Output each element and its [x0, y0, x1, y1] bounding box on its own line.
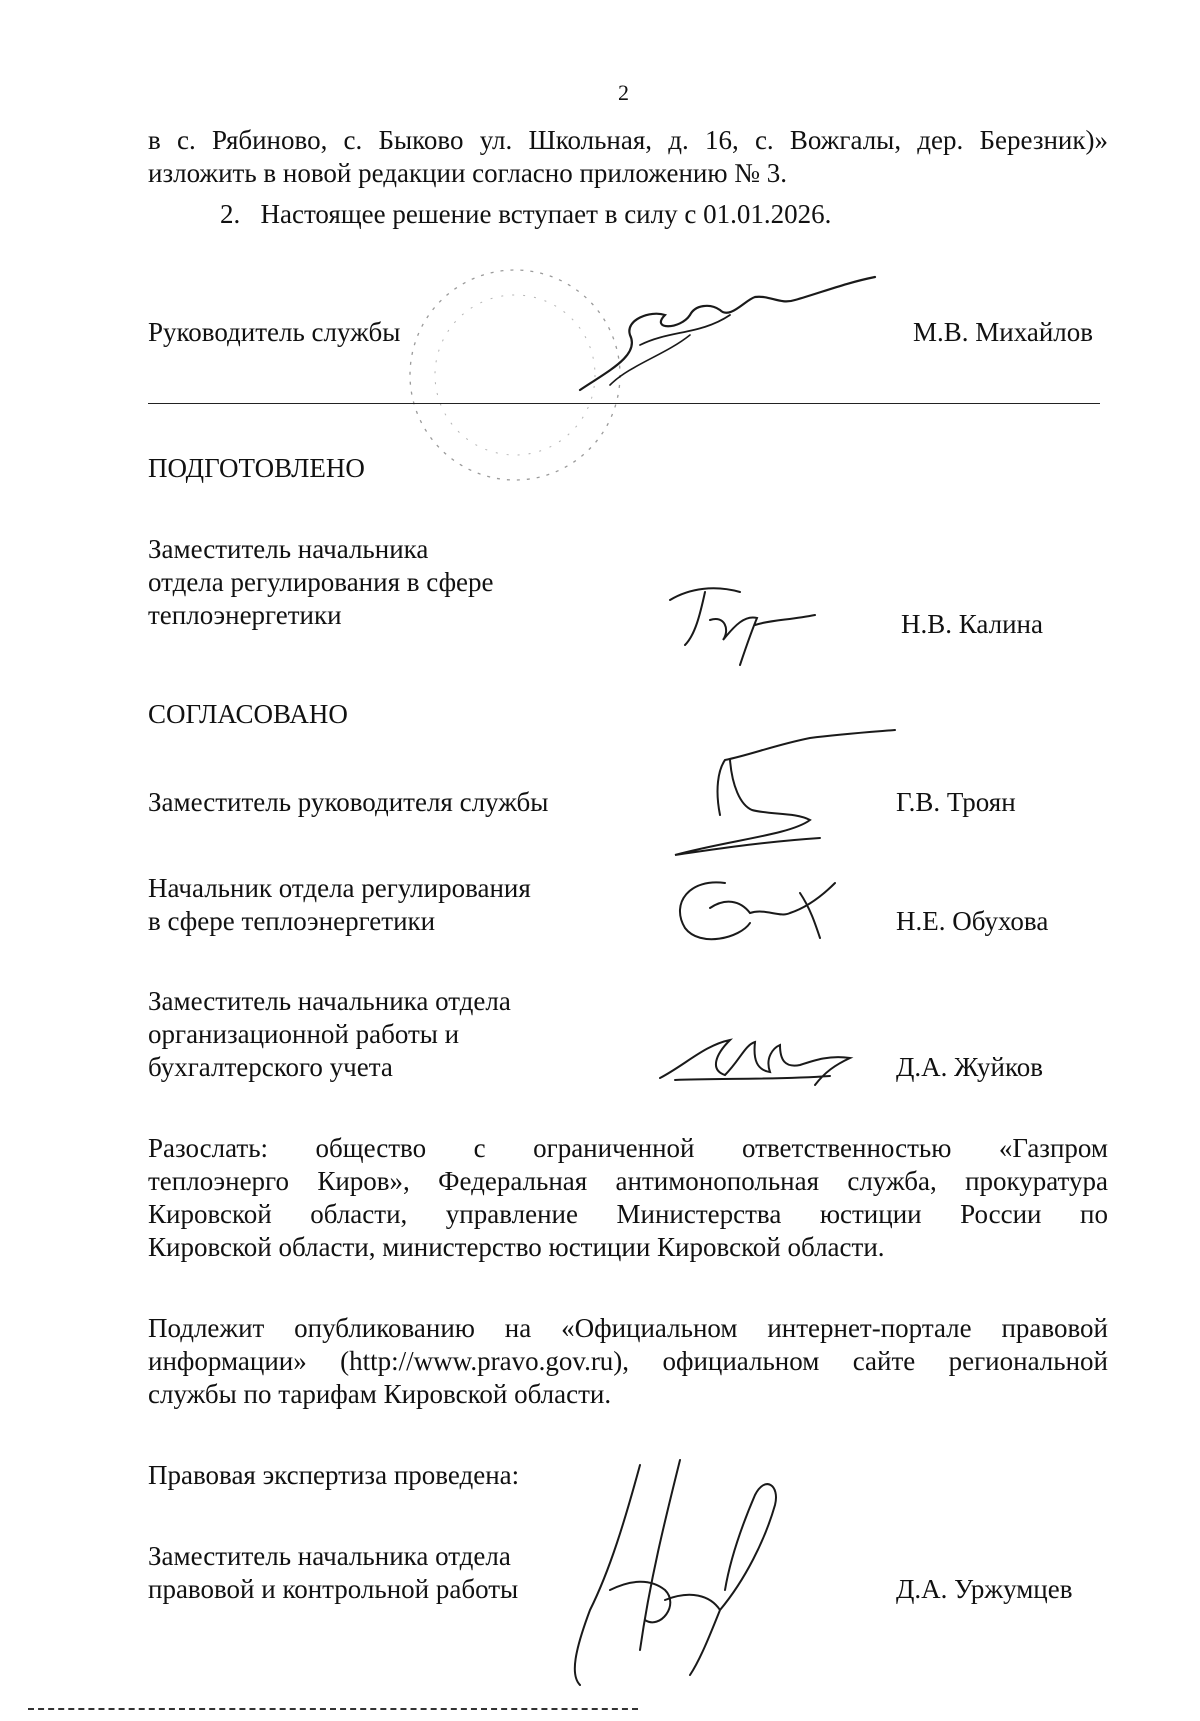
publication-line: службы по тарифам Кировской области.: [148, 1379, 612, 1409]
kalina-signature: [665, 580, 825, 670]
head-position: Руководитель службы: [148, 317, 401, 347]
legal-heading: Правовая экспертиза проведена:: [148, 1460, 520, 1490]
agreed-signer-name: Н.Е. Обухова: [896, 906, 1049, 936]
agreed-signer-position: Начальник отдела регулирования: [148, 873, 531, 903]
troyan-signature: [670, 730, 900, 870]
agreed-signer-name: Д.А. Жуйков: [896, 1052, 1043, 1082]
agreed-signer-position: в сфере теплоэнергетики: [148, 906, 436, 936]
footer-rule: [28, 1708, 638, 1710]
agreed-signer-position: бухгалтерского учета: [148, 1052, 393, 1082]
legal-position-line: правовой и контрольной работы: [148, 1574, 519, 1604]
distribution-line: теплоэнерго Киров», Федеральная антимонопольная служба, прокуратура: [148, 1166, 1108, 1196]
legal-position-line: Заместитель начальника отдела: [148, 1541, 511, 1571]
distribution-line: Разослать: общество с ограниченной ответственностью «Газпром: [148, 1133, 1108, 1163]
page-number: 2: [618, 80, 629, 105]
agreed-signer-name: Г.В. Троян: [896, 787, 1016, 817]
prepared-position-line: отдела регулирования в сфере: [148, 567, 494, 597]
agreed-signer-position: организационной работы и: [148, 1019, 460, 1049]
head-signature: [570, 275, 890, 405]
prepared-heading: ПОДГОТОВЛЕНО: [148, 453, 365, 483]
item-2-effective-date: 2. Настоящее решение вступает в силу с 01.01.2026.: [220, 199, 832, 229]
obukhova-signature: [670, 868, 840, 948]
publication-line: Подлежит опубликованию на «Официальном интернет-портале правовой: [148, 1313, 1108, 1343]
zhuykov-signature: [655, 1030, 855, 1090]
agreed-heading: СОГЛАСОВАНО: [148, 699, 348, 729]
distribution-line: Кировской области, управление Министерства юстиции России по: [148, 1199, 1108, 1229]
signature-divider: [148, 403, 1100, 404]
agreed-signer-position: Заместитель руководителя службы: [148, 787, 549, 817]
agreed-signer-position: Заместитель начальника отдела: [148, 986, 511, 1016]
head-name: М.В. Михайлов: [913, 317, 1094, 347]
intro-line-1: в с. Рябиново, с. Быково ул. Школьная, д. 16, с. Вожгалы, дер. Березник)»: [148, 125, 1108, 155]
urzhumtsev-signature: [570, 1460, 840, 1690]
publication-line: информации» (http://www.pravo.gov.ru), официальном сайте региональной: [148, 1346, 1108, 1376]
prepared-name: Н.В. Калина: [901, 609, 1043, 639]
legal-name: Д.А. Уржумцев: [896, 1574, 1073, 1604]
prepared-position-line: теплоэнергетики: [148, 600, 342, 630]
intro-line-2: изложить в новой редакции согласно приложению № 3.: [148, 158, 788, 188]
distribution-line: Кировской области, министерство юстиции Кировской области.: [148, 1232, 885, 1262]
prepared-position-line: Заместитель начальника: [148, 534, 429, 564]
